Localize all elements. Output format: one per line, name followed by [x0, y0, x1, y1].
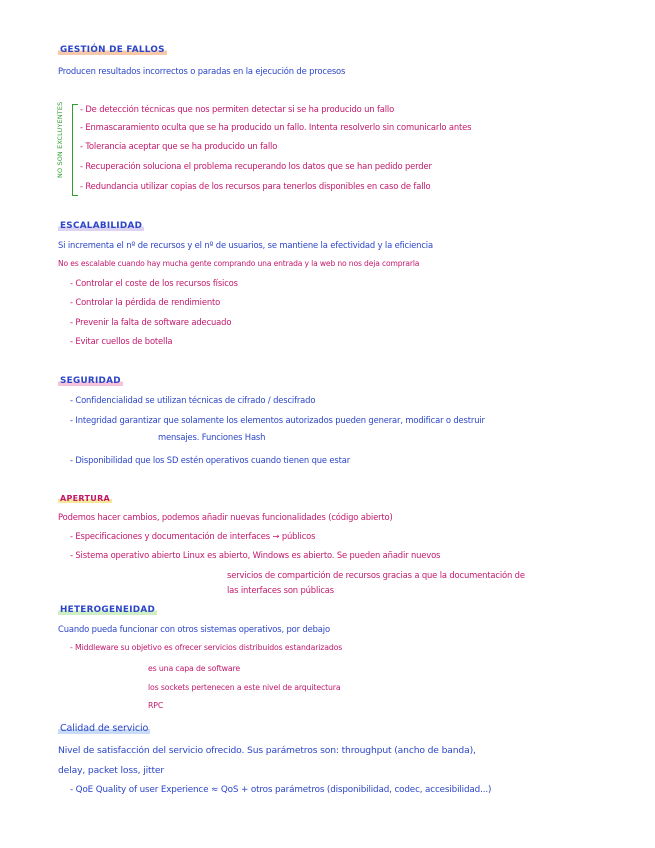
escalabilidad-item: - Prevenir la falta de software adecuado	[70, 317, 232, 327]
section-title-seguridad: SEGURIDAD	[60, 376, 121, 386]
fallos-side-label: NO SON EXCLUYENTES	[56, 101, 64, 178]
escalabilidad-intro: Si incrementa el nº de recursos y el nº de usuarios, se mantiene la efectividad y la eficiencia	[58, 240, 433, 250]
calidad-intro-cont: delay, packet loss, jitter	[58, 765, 165, 776]
section-title-escalabilidad: ESCALABILIDAD	[60, 221, 143, 231]
seguridad-item-cont: mensajes. Funciones Hash	[158, 432, 266, 442]
heterogeneidad-item-cont: RPC	[148, 701, 164, 710]
section-title-heterogeneidad: HETEROGENEIDAD	[60, 605, 156, 615]
section-title-calidad: Calidad de servicio	[60, 723, 149, 734]
fallos-bracket	[72, 104, 78, 196]
escalabilidad-item: - Evitar cuellos de botella	[70, 336, 173, 346]
fallos-item: - Redundancia utilizar copias de los recursos para tenerlos disponibles en caso de fallo	[80, 181, 431, 191]
escalabilidad-item: - Controlar la pérdida de rendimiento	[70, 297, 221, 307]
calidad-intro: Nivel de satisfacción del servicio ofrecido. Sus parámetros son: throughput (ancho de banda),	[58, 745, 476, 756]
heterogeneidad-item-cont: es una capa de software	[148, 664, 241, 673]
apertura-item: - Sistema operativo abierto Linux es abierto, Windows es abierto. Se pueden añadir nuevos	[70, 550, 441, 560]
escalabilidad-note: No es escalable cuando hay mucha gente comprando una entrada y la web no nos deja comprarla	[58, 259, 420, 268]
fallos-intro: Producen resultados incorrectos o paradas en la ejecución de procesos	[58, 66, 346, 76]
seguridad-item: - Confidencialidad se utilizan técnicas de cifrado / descifrado	[70, 395, 316, 405]
fallos-item: - Tolerancia aceptar que se ha producido un fallo	[80, 141, 278, 151]
apertura-item: - Especificaciones y documentación de interfaces → públicos	[70, 531, 316, 541]
section-title-fallos: GESTIÓN DE FALLOS	[60, 45, 165, 55]
apertura-item-cont: las interfaces son públicas	[227, 585, 334, 595]
calidad-item: - QoE Quality of user Experience ≈ QoS + otros parámetros (disponibilidad, codec, accesibilidad...)	[70, 785, 492, 795]
heterogeneidad-item-cont: los sockets pertenecen a este nivel de arquitectura	[148, 683, 341, 692]
seguridad-item: - Integridad garantizar que solamente los elementos autorizados pueden generar, modificar o destruir	[70, 415, 485, 425]
apertura-intro: Podemos hacer cambios, podemos añadir nuevas funcionalidades (código abierto)	[58, 512, 393, 522]
fallos-item: - De detección técnicas que nos permiten detectar si se ha producido un fallo	[80, 104, 395, 114]
heterogeneidad-intro: Cuando pueda funcionar con otros sistemas operativos, por debajo	[58, 624, 330, 634]
apertura-item-cont: servicios de compartición de recursos gracias a que la documentación de	[227, 570, 525, 580]
escalabilidad-item: - Controlar el coste de los recursos físicos	[70, 278, 238, 288]
seguridad-item: - Disponibilidad que los SD estén operativos cuando tienen que estar	[70, 455, 351, 465]
fallos-item: - Enmascaramiento oculta que se ha producido un fallo. Intenta resolverlo sin comunicarlo antes	[80, 122, 472, 132]
section-title-apertura: APERTURA	[60, 494, 111, 503]
heterogeneidad-item: - Middleware su objetivo es ofrecer servicios distribuidos estandarizados	[70, 643, 343, 652]
fallos-item: - Recuperación soluciona el problema recuperando los datos que se han pedido perder	[80, 161, 432, 171]
